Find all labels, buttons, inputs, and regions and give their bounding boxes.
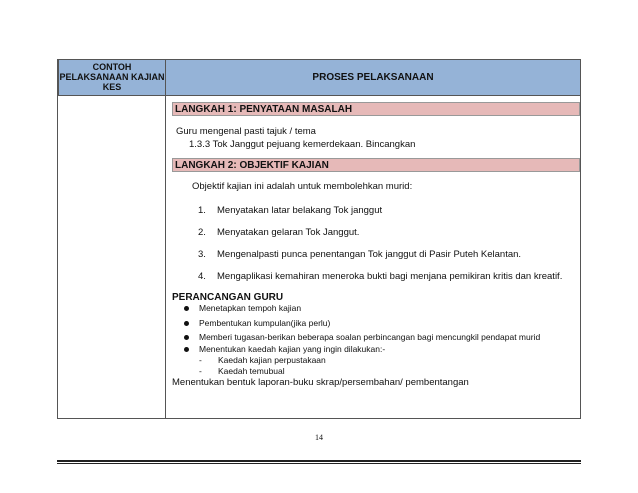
perancangan-bullet-3: Memberi tugasan-berikan beberapa soalan perbincangan bagi mencungkil pendapat murid [199, 332, 541, 342]
bullet-icon [184, 321, 189, 326]
bullet-icon [184, 306, 189, 311]
perancangan-closing: Menentukan bentuk laporan-buku skrap/persembahan/ pembentangan [172, 377, 469, 388]
sub-item-2-text: Kaedah temubual [218, 366, 285, 376]
footer-rule-thin [57, 463, 581, 464]
objective-4-num: 4. [198, 271, 206, 282]
header-left-line2: PELAKSANAAN KAJIAN [59, 72, 165, 82]
header-right-cell: PROSES PELAKSANAAN [166, 59, 580, 96]
objective-2-num: 2. [198, 227, 206, 238]
sub-item-1-text: Kaedah kajian perpustakaan [218, 355, 326, 365]
langkah1-line2: 1.3.3 Tok Janggut pejuang kemerdekaan. Bincangkan [189, 139, 416, 150]
header-left-cell [58, 59, 166, 96]
perancangan-bullet-1: Menetapkan tempoh kajian [199, 303, 302, 313]
bullet-icon [184, 335, 189, 340]
sub-item-2-dash: - [199, 366, 202, 376]
perancangan-title: PERANCANGAN GURU [172, 292, 284, 303]
langkah2-intro: Objektif kajian ini adalah untuk membolehkan murid: [192, 181, 413, 192]
bullet-icon [184, 347, 189, 352]
langkah2-title: LANGKAH 2: OBJEKTIF KAJIAN [172, 158, 580, 172]
sub-item-1-dash: - [199, 355, 202, 365]
header-left-line3: KES [102, 82, 122, 92]
perancangan-bullet-2: Pembentukan kumpulan(jika perlu) [199, 318, 331, 328]
objective-4-text: Mengaplikasi kemahiran meneroka bukti bagi menjana pemikiran kritis dan kreatif. [217, 271, 563, 282]
column-divider [165, 96, 166, 418]
header-left-line1: CONTOH [92, 62, 132, 72]
langkah1-line1: Guru mengenal pasti tajuk / tema [176, 126, 316, 137]
objective-1-num: 1. [198, 205, 206, 216]
langkah1-title: LANGKAH 1: PENYATAAN MASALAH [172, 102, 580, 116]
footer-rule [57, 460, 581, 462]
objective-2-text: Menyatakan gelaran Tok Janggut. [217, 227, 360, 238]
objective-3-text: Mengenalpasti punca penentangan Tok janggut di Pasir Puteh Kelantan. [217, 249, 522, 260]
process-table [57, 59, 581, 419]
perancangan-bullet-4: Menentukan kaedah kajian yang ingin dilakukan:- [199, 344, 386, 354]
objective-3-num: 3. [198, 249, 206, 260]
page-number: 14 [315, 433, 323, 442]
objective-1-text: Menyatakan latar belakang Tok janggut [217, 205, 383, 216]
